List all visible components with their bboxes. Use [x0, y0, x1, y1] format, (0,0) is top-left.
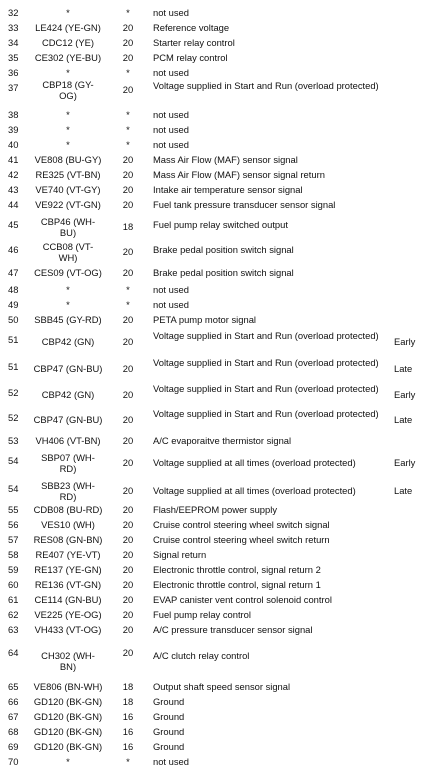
circuit-code: * — [66, 139, 70, 150]
pin-number: 39 — [8, 124, 19, 135]
circuit-function: Ground — [153, 726, 185, 737]
circuit-code: GD120 (BK-GN) — [33, 711, 103, 722]
circuit-function: not used — [153, 7, 189, 18]
circuit-code: * — [66, 124, 70, 135]
wire-gauge: 16 — [122, 726, 134, 737]
circuit-code: CBP47 (GN-BU) — [33, 363, 103, 374]
circuit-code: GD120 (BK-GN) — [33, 741, 103, 752]
build-option: Late — [394, 414, 413, 425]
circuit-code: SBP07 (WH-RD) — [41, 452, 95, 474]
wire-gauge: 20 — [122, 336, 134, 347]
wire-gauge: 20 — [122, 435, 134, 446]
build-option: Late — [394, 363, 413, 374]
circuit-function: Brake pedal position switch signal — [153, 267, 294, 278]
circuit-code: * — [66, 756, 70, 767]
wire-gauge: 20 — [122, 37, 134, 48]
wire-gauge: 20 — [122, 314, 134, 325]
pin-number: 46 — [8, 244, 19, 255]
pin-number: 52 — [8, 412, 19, 423]
wire-gauge: 16 — [122, 741, 134, 752]
pin-number: 64 — [8, 647, 19, 658]
wire-gauge: 20 — [122, 549, 134, 560]
circuit-function: A/C pressure transducer sensor signal — [153, 624, 313, 635]
circuit-code: CDC12 (YE) — [41, 37, 95, 48]
circuit-function: Output shaft speed sensor signal — [153, 681, 291, 692]
circuit-function: PETA pump motor signal — [153, 314, 256, 325]
circuit-code: * — [66, 67, 70, 78]
wire-gauge: 20 — [122, 485, 134, 496]
circuit-function: Mass Air Flow (MAF) sensor signal — [153, 154, 298, 165]
circuit-function: not used — [153, 299, 189, 310]
circuit-function: Voltage supplied in Start and Run (overload protected) — [153, 357, 379, 368]
pin-number: 54 — [8, 455, 19, 466]
circuit-code: VH406 (VT-BN) — [35, 435, 101, 446]
pin-number: 41 — [8, 154, 19, 165]
circuit-code: CH302 (WH-BN) — [41, 650, 95, 672]
wire-gauge: * — [126, 299, 130, 310]
circuit-code: RE137 (YE-GN) — [34, 564, 102, 575]
wire-gauge: 20 — [122, 169, 134, 180]
pin-number: 37 — [8, 82, 19, 93]
circuit-function: Starter relay control — [153, 37, 235, 48]
pin-number: 34 — [8, 37, 19, 48]
circuit-code: * — [66, 7, 70, 18]
circuit-code: GD120 (BK-GN) — [33, 726, 103, 737]
pin-number: 70 — [8, 756, 19, 767]
circuit-function: Voltage supplied in Start and Run (overload protected) — [153, 330, 379, 341]
circuit-code: RE136 (VT-GN) — [34, 579, 102, 590]
wire-gauge: * — [126, 756, 130, 767]
wire-gauge: 20 — [122, 564, 134, 575]
pin-number: 56 — [8, 519, 19, 530]
wire-gauge: 20 — [122, 154, 134, 165]
pin-number: 50 — [8, 314, 19, 325]
circuit-code: SBB23 (WH-RD) — [41, 480, 95, 502]
pin-number: 58 — [8, 549, 19, 560]
wire-gauge: * — [126, 124, 130, 135]
pin-number: 33 — [8, 22, 19, 33]
circuit-code: CDB08 (BU-RD) — [33, 504, 103, 515]
wire-gauge: 20 — [122, 414, 134, 425]
build-option: Early — [394, 336, 416, 347]
circuit-code: VE806 (BN-WH) — [33, 681, 103, 692]
circuit-code: VE922 (VT-GN) — [35, 199, 101, 210]
circuit-function: EVAP canister vent control solenoid control — [153, 594, 332, 605]
pin-number: 68 — [8, 726, 19, 737]
circuit-code: VH433 (VT-OG) — [34, 624, 102, 635]
pin-number: 59 — [8, 564, 19, 575]
circuit-code: CE114 (GN-BU) — [34, 594, 102, 605]
circuit-code: CBP42 (GN) — [41, 336, 95, 347]
wire-gauge: * — [126, 7, 130, 18]
circuit-code: RE325 (VT-BN) — [35, 169, 101, 180]
pin-number: 66 — [8, 696, 19, 707]
circuit-function: Electronic throttle control, signal return 1 — [153, 579, 321, 590]
circuit-function: not used — [153, 756, 189, 767]
circuit-function: Fuel tank pressure transducer sensor signal — [153, 199, 336, 210]
wire-gauge: 20 — [122, 457, 134, 468]
circuit-function: Ground — [153, 711, 185, 722]
circuit-function: not used — [153, 124, 189, 135]
wire-gauge: 20 — [122, 579, 134, 590]
circuit-code: VE225 (YE-OG) — [34, 609, 102, 620]
circuit-function: not used — [153, 67, 189, 78]
circuit-function: Intake air temperature sensor signal — [153, 184, 303, 195]
circuit-function: Voltage supplied at all times (overload protected) — [153, 457, 356, 468]
circuit-function: Ground — [153, 696, 185, 707]
circuit-function: not used — [153, 109, 189, 120]
circuit-function: Signal return — [153, 549, 207, 560]
circuit-code: CE302 (YE-BU) — [34, 52, 102, 63]
pin-number: 47 — [8, 267, 19, 278]
pin-number: 38 — [8, 109, 19, 120]
pin-number: 55 — [8, 504, 19, 515]
pin-number: 60 — [8, 579, 19, 590]
circuit-code: GD120 (BK-GN) — [33, 696, 103, 707]
circuit-function: Voltage supplied in Start and Run (overload protected) — [153, 80, 379, 91]
circuit-code: LE424 (YE-GN) — [35, 22, 101, 33]
pin-number: 43 — [8, 184, 19, 195]
pin-number: 51 — [8, 334, 19, 345]
pin-number: 53 — [8, 435, 19, 446]
wire-gauge: * — [126, 139, 130, 150]
pin-number: 65 — [8, 681, 19, 692]
circuit-function: Cruise control steering wheel switch signal — [153, 519, 330, 530]
circuit-code: RE407 (YE-VT) — [35, 549, 101, 560]
pin-number: 42 — [8, 169, 19, 180]
wire-gauge: 20 — [122, 609, 134, 620]
circuit-function: Ground — [153, 741, 185, 752]
circuit-function: Cruise control steering wheel switch return — [153, 534, 330, 545]
circuit-function: Electronic throttle control, signal return 2 — [153, 564, 321, 575]
wire-gauge: 20 — [122, 534, 134, 545]
wire-gauge: 20 — [122, 519, 134, 530]
circuit-function: A/C clutch relay control — [153, 650, 250, 661]
circuit-function: Fuel pump relay switched output — [153, 219, 288, 230]
wire-gauge: 20 — [122, 184, 134, 195]
pin-number: 54 — [8, 483, 19, 494]
wire-gauge: 16 — [122, 711, 134, 722]
wire-gauge: 20 — [122, 199, 134, 210]
circuit-code: VES10 (WH) — [41, 519, 95, 530]
wire-gauge: 20 — [122, 363, 134, 374]
circuit-function: Voltage supplied in Start and Run (overload protected) — [153, 408, 379, 419]
circuit-code: * — [66, 109, 70, 120]
circuit-function: not used — [153, 284, 189, 295]
circuit-function: Voltage supplied in Start and Run (overload protected) — [153, 383, 379, 394]
circuit-function: Flash/EEPROM power supply — [153, 504, 278, 515]
circuit-code: CCB08 (VT-WH) — [42, 241, 94, 263]
pin-number: 40 — [8, 139, 19, 150]
pin-number: 63 — [8, 624, 19, 635]
circuit-function: not used — [153, 139, 189, 150]
pin-number: 35 — [8, 52, 19, 63]
circuit-function: Brake pedal position switch signal — [153, 244, 294, 255]
pin-number: 62 — [8, 609, 19, 620]
pin-number: 57 — [8, 534, 19, 545]
wire-gauge: 20 — [122, 84, 134, 95]
pin-number: 45 — [8, 219, 19, 230]
circuit-function: Reference voltage — [153, 22, 230, 33]
wire-gauge: 20 — [122, 22, 134, 33]
pin-number: 32 — [8, 7, 19, 18]
wire-gauge: 20 — [122, 52, 134, 63]
wire-gauge: * — [126, 109, 130, 120]
wire-gauge: 20 — [122, 267, 134, 278]
wire-gauge: 20 — [122, 389, 134, 400]
wire-gauge: * — [126, 284, 130, 295]
wire-gauge: 20 — [122, 594, 134, 605]
circuit-code: VE740 (VT-GY) — [35, 184, 101, 195]
pin-number: 61 — [8, 594, 19, 605]
circuit-code: * — [66, 299, 70, 310]
wire-gauge: 20 — [122, 647, 134, 658]
circuit-function: Mass Air Flow (MAF) sensor signal return — [153, 169, 325, 180]
pin-number: 49 — [8, 299, 19, 310]
circuit-code: CBP46 (WH-BU) — [40, 216, 96, 238]
build-option: Early — [394, 389, 416, 400]
build-option: Early — [394, 457, 416, 468]
wire-gauge: * — [126, 67, 130, 78]
circuit-code: CES09 (VT-OG) — [34, 267, 102, 278]
wire-gauge: 18 — [122, 696, 134, 707]
pin-number: 48 — [8, 284, 19, 295]
wire-gauge: 18 — [122, 221, 134, 232]
circuit-function: PCM relay control — [153, 52, 228, 63]
build-option: Late — [394, 485, 413, 496]
wire-gauge: 18 — [122, 681, 134, 692]
circuit-code: CBP42 (GN) — [41, 389, 95, 400]
circuit-code: * — [66, 284, 70, 295]
pin-number: 67 — [8, 711, 19, 722]
pin-number: 52 — [8, 387, 19, 398]
wire-gauge: 20 — [122, 504, 134, 515]
circuit-function: A/C evaporaitve thermistor signal — [153, 435, 292, 446]
circuit-function: Fuel pump relay control — [153, 609, 251, 620]
pin-number: 44 — [8, 199, 19, 210]
circuit-code: CBP18 (GY-OG) — [42, 79, 94, 101]
pin-number: 36 — [8, 67, 19, 78]
pin-number: 69 — [8, 741, 19, 752]
circuit-code: SBB45 (GY-RD) — [34, 314, 102, 325]
wire-gauge: 20 — [122, 624, 134, 635]
circuit-code: RES08 (GN-BN) — [33, 534, 103, 545]
wire-gauge: 20 — [122, 246, 134, 257]
circuit-code: CBP47 (GN-BU) — [33, 414, 103, 425]
pin-number: 51 — [8, 361, 19, 372]
circuit-code: VE808 (BU-GY) — [34, 154, 102, 165]
circuit-function: Voltage supplied at all times (overload protected) — [153, 485, 356, 496]
